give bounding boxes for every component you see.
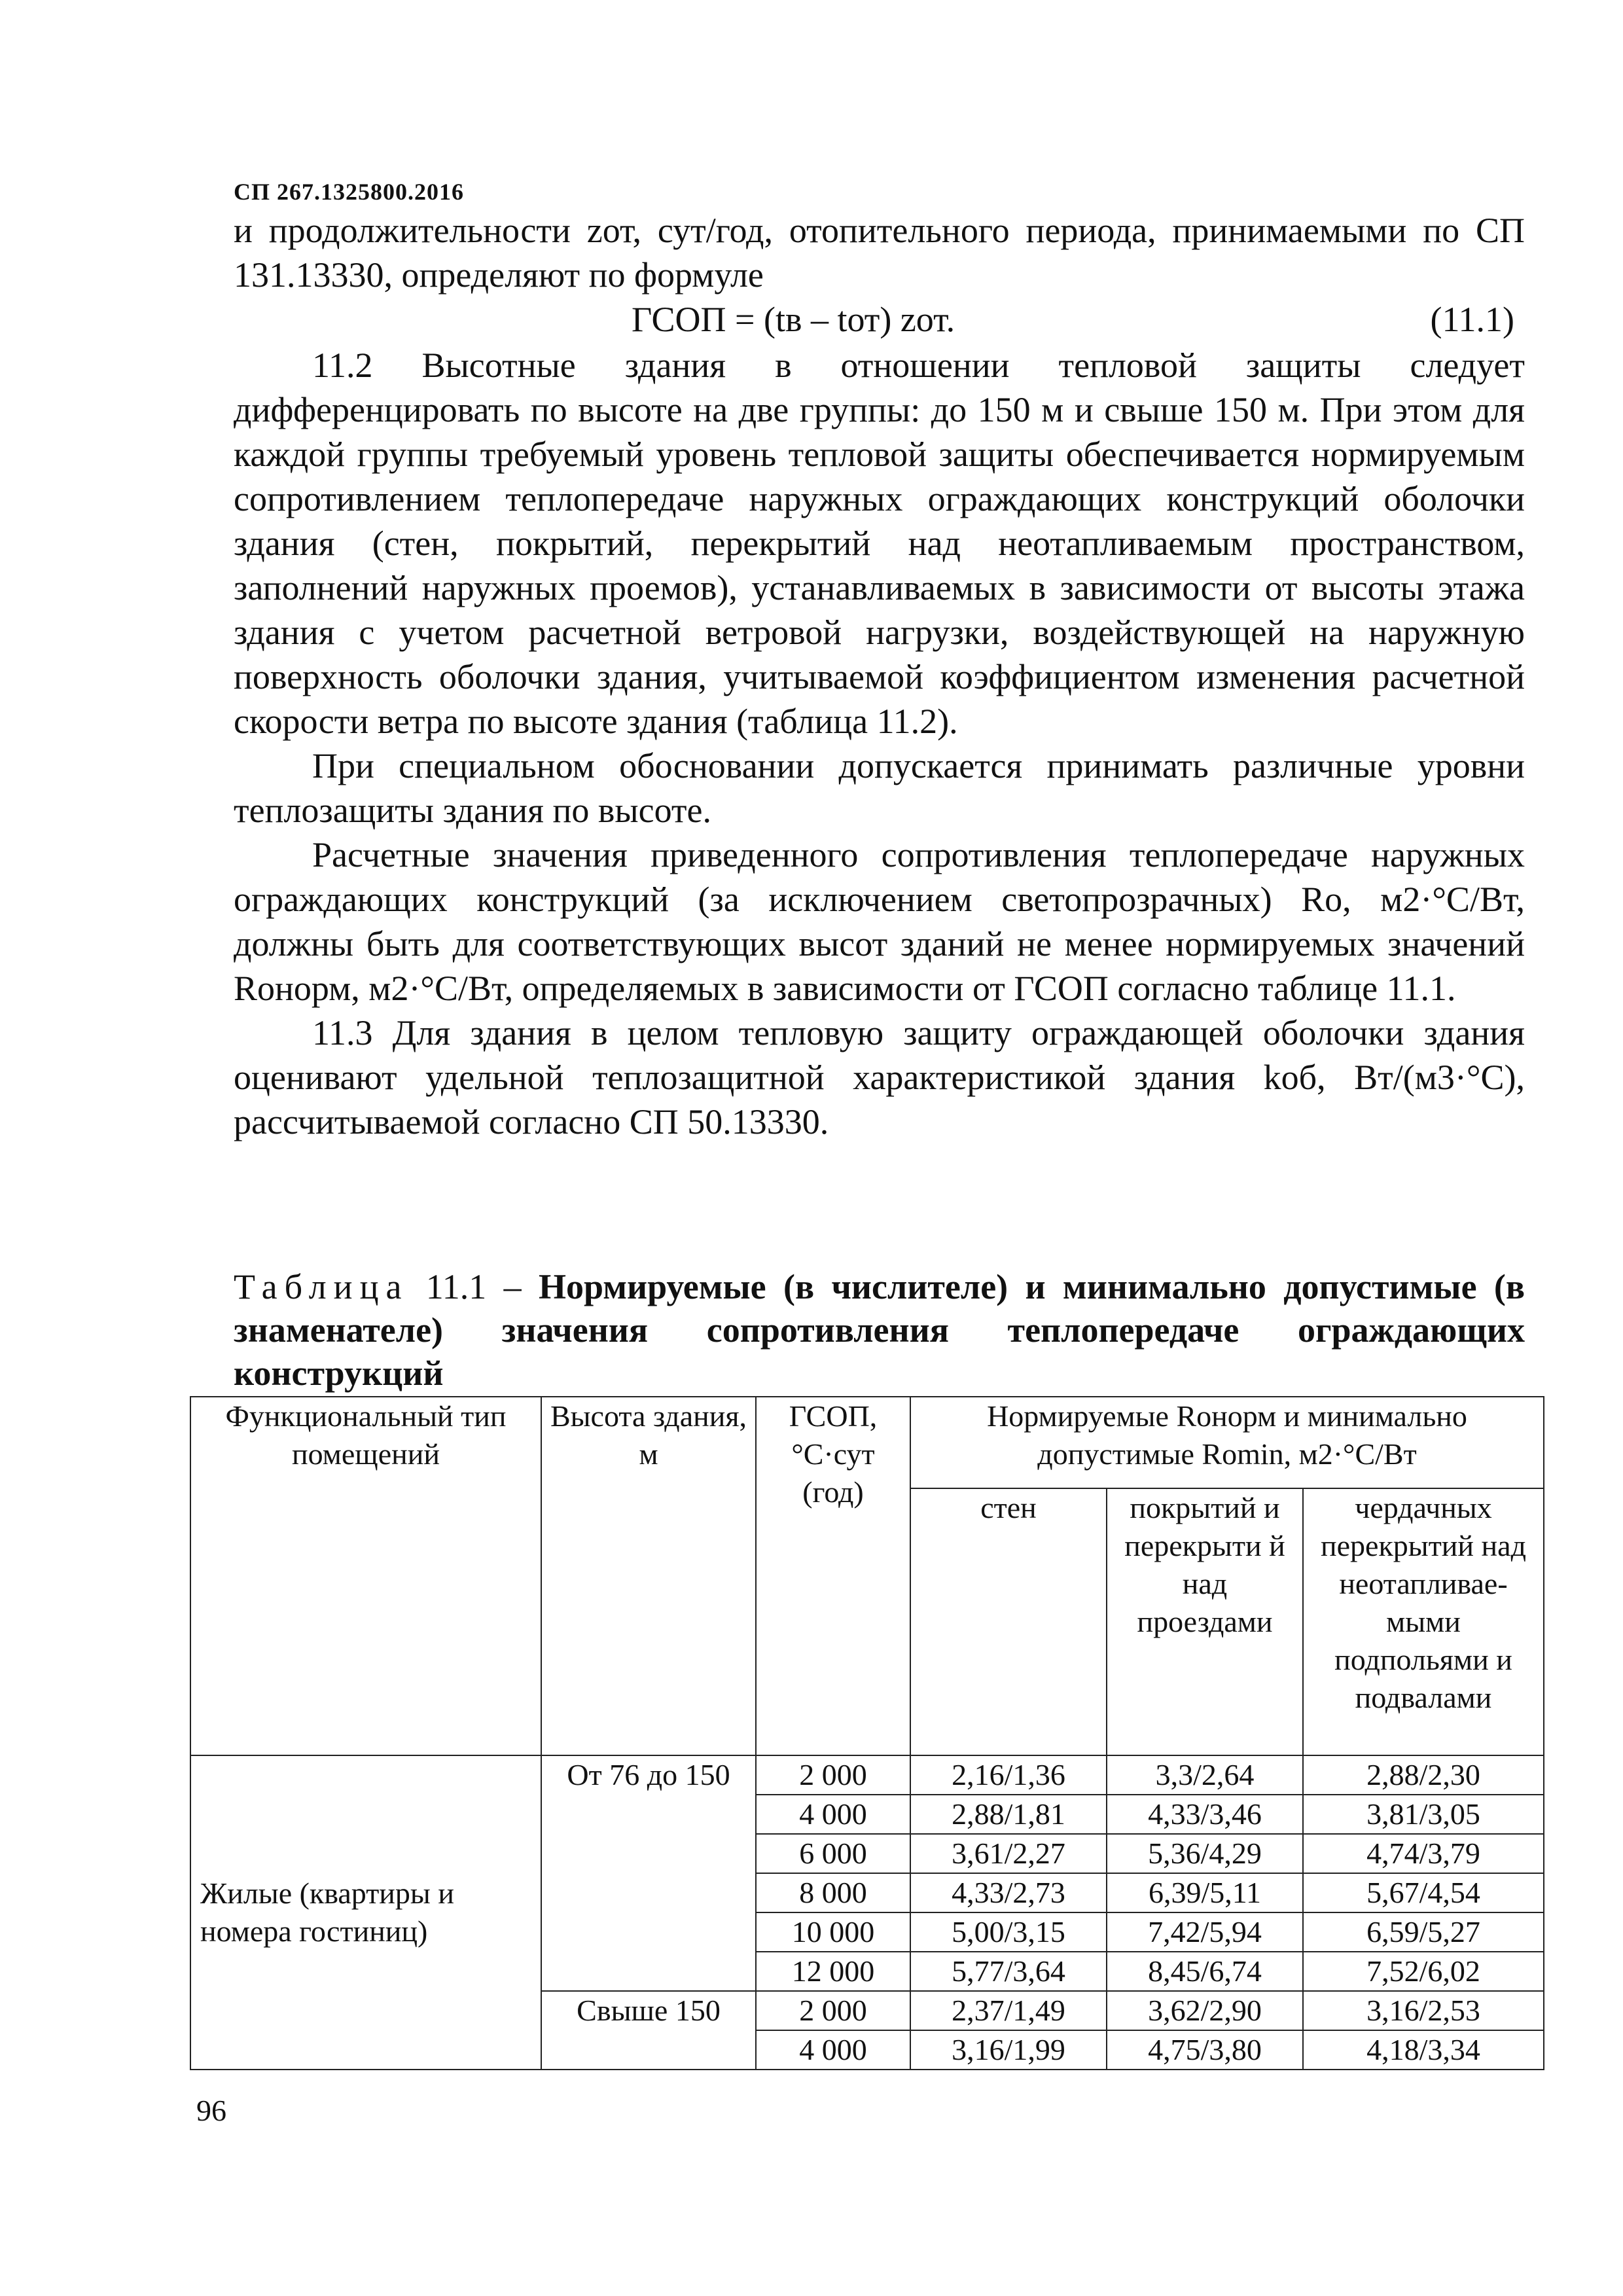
paragraph-11-2: 11.2 Высотные здания в отношении тепловой защиты следует дифференцировать по высоте на две группы: до 150 м и свыше 150 м. При этом для каждой группы требуемый уровень тепловой защиты обеспечивается нормируемым сопротивлением теплопередаче наружных ограждающих конструкций оболочки здания (стен, покрытий, перекрытий над неотапливаемым пространством, заполнений наружных проемов), устанавливаемых в зависимости от высоты этажа здания с учетом расчетной ветровой нагрузки, воздействующей на наружную поверхность оболочки здания, учитываемой коэффициентом изменения расчетной скорости ветра по высоте здания (таблица 11.2).	[234, 346, 1525, 741]
walls-cell: 5,77/3,64	[910, 1952, 1107, 1991]
roofs-cell: 6,39/5,11	[1107, 1873, 1303, 1912]
walls-cell: 4,33/2,73	[910, 1873, 1107, 1912]
attic-cell: 4,18/3,34	[1303, 2030, 1544, 2070]
roofs-cell: 4,75/3,80	[1107, 2030, 1303, 2070]
gsop-cell: 2 000	[756, 1991, 910, 2030]
gsop-cell: 12 000	[756, 1952, 910, 1991]
table-caption	[234, 1265, 1525, 1395]
table-caption-number: 11.1 –	[425, 1267, 522, 1306]
attic-cell: 4,74/3,79	[1303, 1834, 1544, 1873]
gsop-cell: 6 000	[756, 1834, 910, 1873]
gsop-cell: 4 000	[756, 1795, 910, 1834]
paragraph-11-3: 11.3 Для здания в целом тепловую защиту ограждающей оболочки здания оценивают удельной теплозащитной характеристикой здания kоб, Вт/(м3·°С), рассчитываемой согласно СП 50.13330.	[234, 1013, 1525, 1141]
walls-cell: 3,61/2,27	[910, 1834, 1107, 1873]
table-caption-title: Нормируемые (в числителе) и минимально допустимые (в знаменателе) значения сопротивления теплопередаче ограждающих конструкций	[234, 1267, 1525, 1393]
norm-table	[190, 1396, 1544, 2070]
paragraph-formula-intro	[234, 208, 1525, 342]
paragraph-calculated-values: Расчетные значения приведенного сопротивления теплопередаче наружных ограждающих конструкций (за исключением светопрозрачных) Ro, м2·°С/Вт, должны быть для соответствующих высот зданий не менее нормируемых значений Roнорм, м2·°С/Вт, определяемых в зависимости от ГСОП согласно таблице 11.1.	[234, 835, 1525, 1008]
height-group-cell: От 76 до 150	[541, 1755, 756, 1991]
header-roofs: покрытий и перекрыти й над проездами	[1107, 1488, 1303, 1755]
section-11-2	[234, 343, 1525, 1144]
attic-cell: 3,16/2,53	[1303, 1991, 1544, 2030]
roofs-cell: 7,42/5,94	[1107, 1912, 1303, 1952]
gsop-cell: 8 000	[756, 1873, 910, 1912]
page-number: 96	[196, 2094, 226, 2127]
roofs-cell: 3,3/2,64	[1107, 1755, 1303, 1795]
walls-cell: 3,16/1,99	[910, 2030, 1107, 2070]
walls-cell: 2,37/1,49	[910, 1991, 1107, 2030]
attic-cell: 7,52/6,02	[1303, 1952, 1544, 1991]
attic-cell: 5,67/4,54	[1303, 1873, 1544, 1912]
roofs-cell: 3,62/2,90	[1107, 1991, 1303, 2030]
formula-line	[234, 297, 1525, 342]
header-walls: стен	[910, 1488, 1107, 1755]
paragraph-special-justification: При специальном обосновании допускается принимать различные уровни теплозащиты здания по высоте.	[234, 746, 1525, 830]
formula-number: (11.1)	[1430, 300, 1514, 339]
gsop-formula: ГСОП = (tв – tот) zот.	[632, 300, 955, 339]
header-norm: Нормируемые Roнорм и минимально допустимые Romin, м2·°С/Вт	[910, 1397, 1544, 1488]
height-group-cell: Свыше 150	[541, 1991, 756, 2070]
roofs-cell: 5,36/4,29	[1107, 1834, 1303, 1873]
walls-cell: 2,88/1,81	[910, 1795, 1107, 1834]
paragraph-zot-text: и продолжительности zот, сут/год, отопительного периода, принимаемыми по СП 131.13330, определяют по формуле	[234, 211, 1525, 295]
document-code: СП 267.1325800.2016	[234, 179, 464, 205]
walls-cell: 2,16/1,36	[910, 1755, 1107, 1795]
table-caption-label: Таблица	[234, 1267, 409, 1306]
header-gsop: ГСОП, °С·сут (год)	[756, 1397, 910, 1755]
roofs-cell: 4,33/3,46	[1107, 1795, 1303, 1834]
attic-cell: 3,81/3,05	[1303, 1795, 1544, 1834]
walls-cell: 5,00/3,15	[910, 1912, 1107, 1952]
attic-cell: 2,88/2,30	[1303, 1755, 1544, 1795]
functional-type-cell: Жилые (квартиры и номера гостиниц)	[190, 1755, 541, 2070]
header-attic: чердачных перекрытий над неотапливае-мыми подпольями и подвалами	[1303, 1488, 1544, 1755]
gsop-cell: 10 000	[756, 1912, 910, 1952]
table-header-row	[190, 1397, 1544, 1488]
header-functional-type: Функциональный тип помещений	[190, 1397, 541, 1755]
roofs-cell: 8,45/6,74	[1107, 1952, 1303, 1991]
attic-cell: 6,59/5,27	[1303, 1912, 1544, 1952]
header-height: Высота здания, м	[541, 1397, 756, 1755]
gsop-cell: 2 000	[756, 1755, 910, 1795]
table-row	[190, 1755, 1544, 1795]
gsop-cell: 4 000	[756, 2030, 910, 2070]
